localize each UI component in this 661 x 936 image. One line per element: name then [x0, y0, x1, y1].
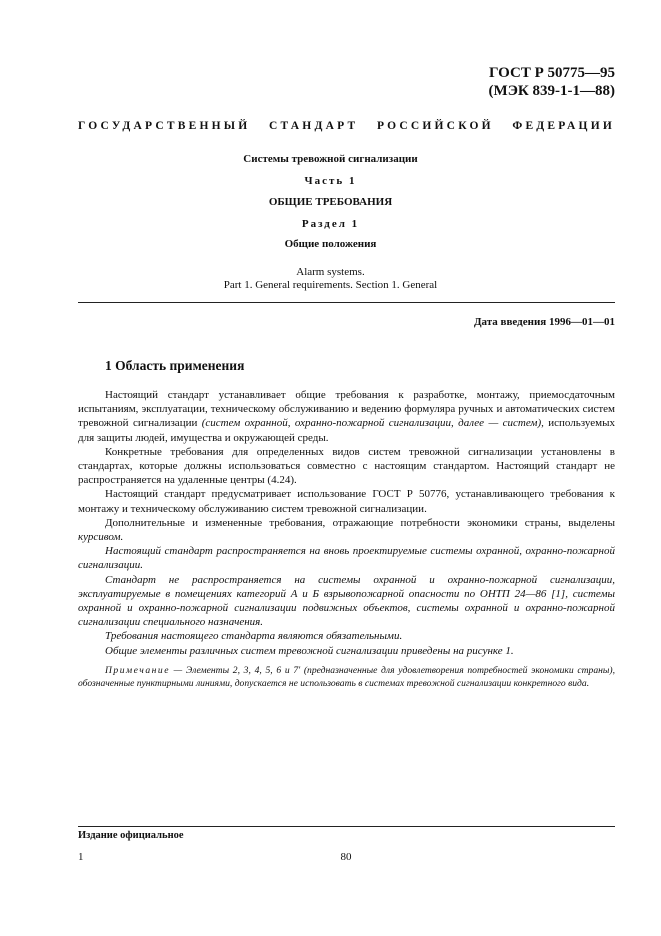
- paragraph-figure-reference: [78, 644, 615, 658]
- paragraph-mandatory-text: Требования настоящего стандарта являются обязательными.: [105, 630, 403, 643]
- paragraph-additional-requirements: [78, 516, 615, 544]
- standard-title: ГОСУДАРСТВЕННЫЙ СТАНДАРТ РОССИЙСКОЙ ФЕДЕРАЦИИ: [78, 120, 615, 132]
- standard-number: ГОСТ Р 50775—95: [488, 65, 615, 81]
- body-text: [78, 388, 615, 658]
- systems-title: Системы тревожной сигнализации: [243, 153, 418, 165]
- english-title-line1: Alarm systems.: [296, 266, 365, 278]
- paragraph-specific-requirements: Конкретные требования для определенных видов систем тревожной сигнализации установлены в стандартах, которые должны использоваться совместно с настоящим стандартом. Настоящий стандарт не распространяется на удаленные центры (4.24).: [78, 445, 615, 487]
- section-heading: 1 Область применения: [105, 358, 245, 373]
- part-title: Часть 1: [304, 175, 357, 187]
- paragraph-exclusions: [78, 573, 615, 630]
- english-title-line2: Part 1. General requirements. Section 1. General: [223, 279, 438, 291]
- paragraph-scope-text: Настоящий стандарт устанавливает общие требования к разработке, монтажу, приемосдаточным испытаниям, эксплуатации, техническому обслуживанию и ведению формуляра ручных и автоматических систем тревожной сигнализации: [78, 389, 615, 430]
- paragraph-gost-reference: Настоящий стандарт предусматривает использование ГОСТ Р 50776, устанавливающего требования к монтажу и техническому обслуживанию систем тревожной сигнализации.: [78, 488, 615, 515]
- paragraph-additional-text: Дополнительные и измененные требования, отражающие потребности экономики страны, выделены: [105, 516, 615, 529]
- paragraph-scope: [78, 388, 615, 445]
- general-title: Общие положения: [284, 238, 377, 250]
- footer-divider: [78, 826, 615, 827]
- paragraph-new-systems: [78, 544, 615, 572]
- paragraph-new-systems-text: Настоящий стандарт распространяется на вновь проектируемые системы охранной, охранно-пожарной сигнализации.: [78, 545, 615, 572]
- section-title: Раздел 1: [301, 218, 360, 230]
- footer-left-number: 1: [78, 851, 84, 863]
- paragraph-mandatory: [78, 629, 615, 643]
- official-edition: Издание официальное: [78, 830, 184, 841]
- introduction-date: Дата введения 1996—01—01: [473, 316, 615, 328]
- title-divider: [78, 302, 615, 303]
- note-text: — Элементы 2, 3, 4, 5, 6 и 7' (предназначенные для удовлетворения потребностей экономики страны), обозначенные пунктирными линиями, допускается не использовать в системах тревожной сигнализации конкретного вида.: [78, 665, 615, 690]
- iec-number: (МЭК 839-1-1—88): [488, 83, 615, 99]
- page-number: 80: [340, 851, 352, 863]
- paragraph-scope-end: используемых для защиты людей, имущества и окружающей среды.: [78, 417, 615, 444]
- paragraph-additional-italic: курсивом.: [78, 531, 124, 544]
- paragraph-figure-reference-text: Общие элементы различных систем тревожной сигнализации приведены на рисунке 1.: [105, 644, 514, 657]
- requirements-title: ОБЩИЕ ТРЕБОВАНИЯ: [268, 196, 393, 208]
- note-label: Примечание: [105, 665, 170, 676]
- standard-number-block: [489, 64, 615, 100]
- note: [78, 664, 615, 691]
- paragraph-exclusions-text: Стандарт не распространяется на системы охранной и охранно-пожарной сигнализации, эксплуатируемые в помещениях категорий А и Б взрывопожарной опасности по ОНТП 24—86 [1], системы охранной и охранно-пожарной сигнализации подвижных объектов, системы охранной и охранно-пожарной сигнализации специального назначения.: [78, 573, 615, 629]
- paragraph-scope-italic: (систем охранной, охранно-пожарной сигнализации, далее — систем),: [201, 417, 544, 430]
